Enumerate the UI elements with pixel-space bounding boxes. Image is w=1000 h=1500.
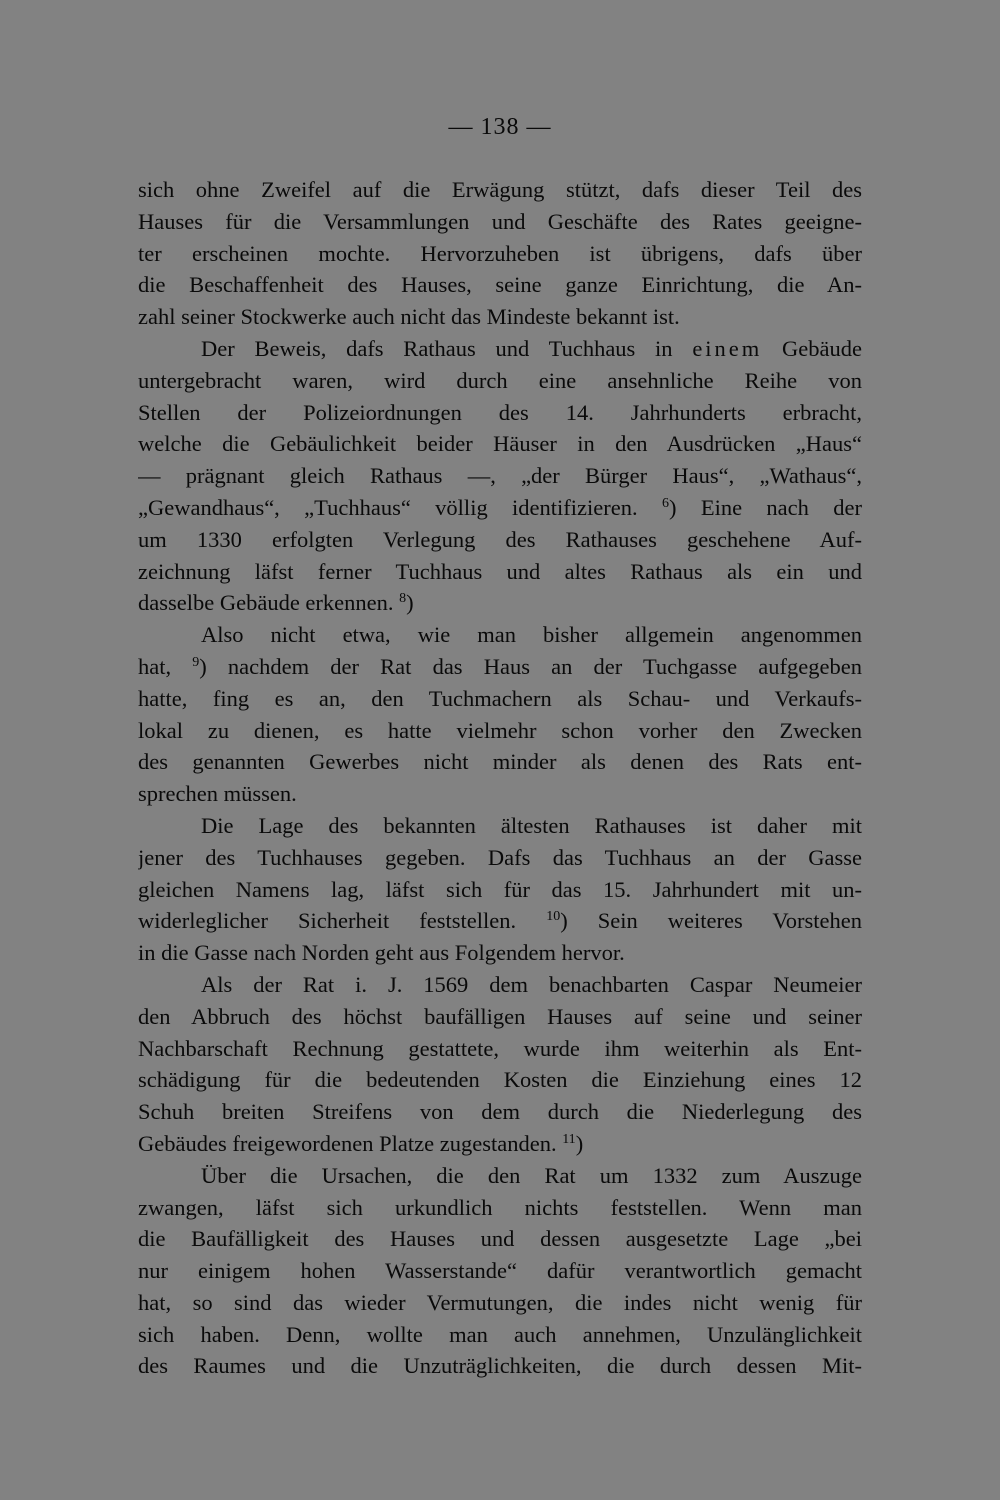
text-segment: ) [406,590,414,616]
text-line: lokal zu dienen, es hatte vielmehr schon vorher den Zwecken [138,717,862,743]
text-line [138,333,862,365]
text-segment: Gebäudes freigewordenen Platze zugestanden. [138,1130,563,1156]
text-segment: „Gewandhaus“, „Tuchhaus“ völlig identifizieren. [138,494,662,520]
text-segment: Gebäude [762,335,862,361]
text-line: — prägnant gleich Rathaus —, „der Bürger Haus“, „Wathaus“, [138,463,862,489]
text-segment: widerleglicher Sicherheit feststellen. [138,908,547,934]
text-line: hatte, fing es an, den Tuchmachern als Schau- und Verkaufs- [138,685,862,711]
text-line: Also nicht etwa, wie man bisher allgemein angenommen [201,622,862,648]
text-line: Die Lage des bekannten ältesten Rathauses ist daher mit [201,812,862,838]
body-text [138,174,862,1382]
text-line: sprechen müssen. [138,781,297,807]
text-segment: ) nachdem der Rat das Haus an der Tuchgasse aufgegeben [199,653,862,679]
text-line [138,651,862,683]
text-line: Nachbarschaft Rechnung gestattete, wurde ihm weiterhin als Ent- [138,1035,862,1061]
text-line: Schuh breiten Streifens von dem durch die Niederlegung des [138,1099,862,1125]
footnote-reference: 11 [562,1131,576,1147]
footnote-reference: 9 [192,654,200,670]
text-segment: hat, [138,653,193,679]
text-line: des genannten Gewerbes nicht minder als denen des Rats ent- [138,749,862,775]
footnote-reference: 8 [399,591,407,607]
text-line: sich ohne Zweifel auf die Erwägung stützt, dafs dieser Teil des [138,177,862,202]
text-segment: ) [575,1130,584,1156]
text-segment: dasselbe Gebäude erkennen. [138,590,400,616]
text-line: um 1330 erfolgten Verlegung des Rathauses geschehene Auf- [138,526,862,552]
text-line: zeichnung läfst ferner Tuchhaus und altes Rathaus als ein und [138,558,862,584]
text-line: ter erscheinen mochte. Hervorzuheben ist übrigens, dafs über [138,240,862,266]
text-line: die Baufälligkeit des Hauses und dessen ausgesetzte Lage „bei [138,1226,862,1252]
text-line: zwangen, läfst sich urkundlich nichts feststellen. Wenn man [138,1194,862,1220]
text-line: jener des Tuchhauses gegeben. Dafs das Tuchhaus an der Gasse [138,844,862,870]
text-line [138,905,862,937]
text-segment: ) Eine nach der [668,494,862,520]
text-line: welche die Gebäulichkeit beider Häuser in den Ausdrücken „Haus“ [138,431,862,457]
text-line: hat, so sind das wieder Vermutungen, die indes nicht wenig für [138,1289,862,1315]
text-line [138,1128,862,1160]
text-line: sich haben. Denn, wollte man auch annehmen, Unzulänglichkeit [138,1321,862,1347]
text-line: Über die Ursachen, die den Rat um 1332 zum Auszuge [201,1162,862,1188]
text-line: des Raumes und die Unzuträglichkeiten, die durch dessen Mit- [138,1353,862,1379]
footnote-reference: 6 [661,495,669,511]
text-line: in die Gasse nach Norden geht aus Folgendem hervor. [138,940,625,966]
text-line: den Abbruch des höchst baufälligen Hauses auf seine und seiner [138,1003,862,1029]
text-line: gleichen Namens lag, läfst sich für das 15. Jahrhundert mit un- [138,876,862,902]
text-line: Als der Rat i. J. 1569 dem benachbarten Caspar Neumeier [201,971,862,997]
text-line: Hauses für die Versammlungen und Geschäfte des Rates geeigne- [138,208,862,234]
page-number: — 138 — [448,114,552,140]
text-line: untergebracht waren, wird durch eine ansehnliche Reihe von [138,367,862,393]
text-segment: Der Beweis, dafs Rathaus und Tuchhaus in [201,335,693,361]
text-line [138,492,862,524]
footnote-reference: 10 [546,909,561,925]
text-segment: ) Sein weiteres Vorstehen [560,908,862,934]
text-line [138,587,862,619]
text-line: Stellen der Polizeiordnungen des 14. Jahrhunderts erbracht, [138,399,862,425]
emphasized-word: einem [692,335,763,361]
text-line: nur einigem hohen Wasserstande“ dafür verantwortlich gemacht [138,1258,862,1284]
text-line: schädigung für die bedeutenden Kosten die Einziehung eines 12 [138,1067,862,1093]
text-line: zahl seiner Stockwerke auch nicht das Mindeste bekannt ist. [138,304,680,330]
text-line: die Beschaffenheit des Hauses, seine ganze Einrichtung, die An- [138,272,862,298]
